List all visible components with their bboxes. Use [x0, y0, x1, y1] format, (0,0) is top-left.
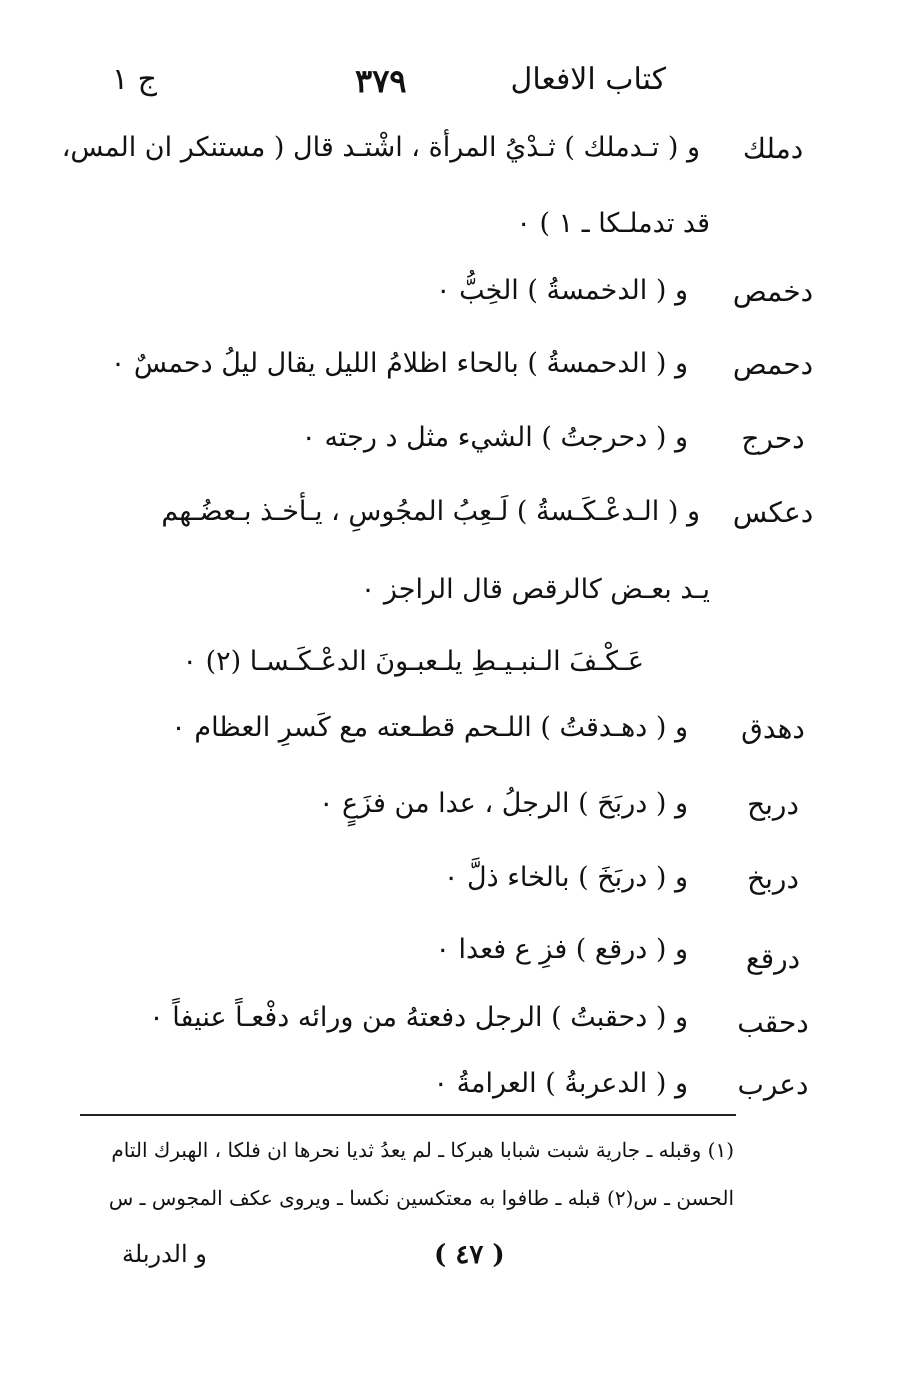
definition: و ( دحرجتُ ) الشيء مثل د رجته ٠ — [301, 422, 688, 453]
verse-line: عَـكْـفَ الـنبـيـطِ يلـعبـونَ الدعْـكَـسـا (٢) ٠ — [182, 646, 644, 677]
headword: دحمص — [732, 348, 814, 381]
definition: و ( الدعربةُ ) العرامةُ ٠ — [433, 1068, 688, 1099]
footnote-divider — [80, 1114, 736, 1116]
entry-dahqab — [60, 1002, 828, 1062]
headword: دربح — [747, 788, 799, 821]
definition: و ( الدخمسةُ ) الخِبُّ ٠ — [436, 275, 688, 306]
entry-daarab — [60, 1068, 828, 1128]
book-title: كتاب الافعال — [510, 62, 666, 97]
definition: و ( دهـدقتُ ) اللـحم قطـعته مع كَسرِ العظام ٠ — [171, 712, 688, 743]
entry-dahdaq — [60, 712, 828, 772]
entry-dahraj — [60, 422, 828, 482]
headword: دهدق — [741, 712, 805, 745]
headword: دربخ — [747, 862, 799, 895]
entry-darbakh — [60, 862, 828, 922]
entry-darbah — [60, 788, 828, 848]
entry-daakas — [60, 496, 828, 556]
definition: و ( دربَحَ ) الرجلُ ، عدا من فزَعٍ ٠ — [318, 788, 688, 819]
definition-continuation: يـد بعـض كالرقص قال الراجز ٠ — [360, 574, 710, 605]
entry-dakhmas — [60, 275, 828, 335]
volume-label: ج ١ — [112, 62, 158, 97]
footnote-2: الحسن ـ س(٢) قبله ـ طافوا به معتكسين نكسا ـ ويروى عكف المجوس ـ س — [108, 1186, 734, 1210]
definition: و ( الدحمسةُ ) بالحاء اظلامُ الليل يقال ليلُ دحمسٌ ٠ — [110, 348, 688, 379]
definition: و ( تـدملك ) ثـدْيُ المرأة ، اشْتـد قال ( مستنكر ان المس، — [61, 132, 700, 163]
signature-mark: ( ٤٧ ) — [434, 1240, 505, 1270]
entry-dahmas — [60, 348, 828, 408]
definition: و ( دحقبتُ ) الرجل دفعتهُ من ورائه دفْعـاً عنيفاً ٠ — [149, 1002, 688, 1033]
definition: و ( درقع ) فزِ ع فعدا ٠ — [435, 934, 688, 965]
headword: دملك — [742, 132, 804, 165]
headword: دخمص — [732, 275, 814, 308]
headword: دعرب — [737, 1068, 809, 1101]
headword: دحرج — [741, 422, 805, 455]
headword: درقع — [745, 942, 801, 975]
page-number: ٣٧٩ — [355, 62, 407, 100]
entry-damlak — [60, 132, 828, 192]
headword: دحقب — [737, 1006, 809, 1039]
entry-darqa — [60, 934, 828, 994]
catchword: و الدربلة — [122, 1240, 207, 1268]
definition: و ( الـدعْـكَـسةُ ) لَـعِبُ المجُوسِ ، يـأخـذ بـعضُـهم — [161, 496, 700, 527]
definition: و ( دربَخَ ) بالخاء ذلَّ ٠ — [443, 862, 688, 893]
definition-continuation: قد تدملـكا ـ ١ ) ٠ — [516, 208, 710, 239]
footnote-1: (١) وقبله ـ جارية شبت شبابا هبركا ـ لم يعدُ ثديا نحرها ان فلكا ، الهبرك التام — [111, 1138, 734, 1162]
headword: دعكس — [732, 496, 814, 529]
